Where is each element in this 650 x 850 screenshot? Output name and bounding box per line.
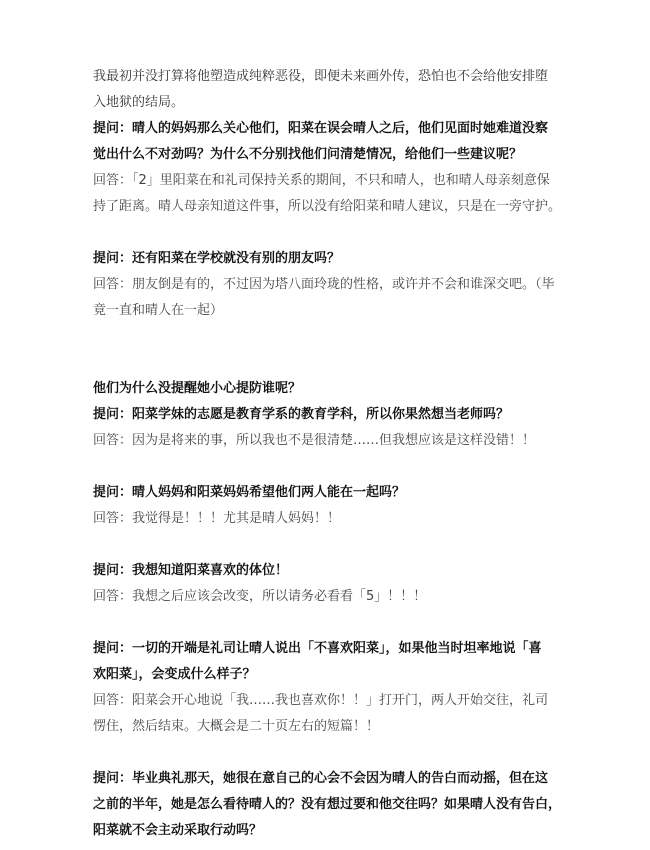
text-line: 回答：「2」里阳菜在和礼司保持关系的期间，不只和晴人，也和晴人母亲刻意保 <box>93 173 550 188</box>
text-line: 提问：毕业典礼那天，她很在意自己的心会不会因为晴人的告白而动摇，但在这 <box>93 771 549 786</box>
text-line: 提问：阳菜学妹的志愿是教育学系的教育学科，所以你果然想当老师吗？ <box>93 407 510 422</box>
answer-block <box>93 272 590 324</box>
question-block <box>93 246 590 272</box>
paragraph-gap <box>93 350 590 376</box>
question-block <box>93 766 590 844</box>
answer-block <box>93 688 590 740</box>
answer-block <box>93 506 590 532</box>
text-line: 阳菜就不会主动采取行动吗？ <box>93 823 263 838</box>
question-block <box>93 116 590 168</box>
text-line: 他们为什么没提醒她小心提防谁呢？ <box>93 381 302 396</box>
answer-block <box>93 428 590 454</box>
text-line: 之前的半年，她是怎么看待晴人的？没有想过要和他交往吗？如果晴人没有告白， <box>93 797 562 812</box>
paragraph-gap <box>93 610 590 636</box>
text-line: 觉出什么不对劲吗？为什么不分别找他们问清楚情况，给他们一些建议呢？ <box>93 147 523 162</box>
question-block <box>93 558 590 584</box>
paragraph-gap <box>93 324 590 350</box>
text-line: 回答：我觉得是！！！尤其是晴人妈妈！！ <box>93 511 341 526</box>
question-block <box>93 402 590 428</box>
text-line: 提问：还有阳菜在学校就没有别的朋友吗？ <box>93 251 341 266</box>
paragraph-block <box>93 64 590 116</box>
text-line: 提问：晴人妈妈和阳菜妈妈希望他们两人能在一起吗？ <box>93 485 406 500</box>
paragraph-gap <box>93 740 590 766</box>
answer-block <box>93 584 590 610</box>
text-line: 回答：阳菜会开心地说「我……我也喜欢你！！」打开门，两人开始交往，礼司 <box>93 693 549 708</box>
text-line: 提问：我想知道阳菜喜欢的体位！ <box>93 563 289 578</box>
paragraph-gap <box>93 454 590 480</box>
text-line: 提问：晴人的妈妈那么关心他们，阳菜在误会晴人之后，他们见面时她难道没察 <box>93 121 549 136</box>
text-line: 入地狱的结局。 <box>93 95 185 110</box>
text-line: 竟一直和晴人在一起） <box>93 303 224 318</box>
text-line: 回答：因为是将来的事，所以我也不是很清楚……但我想应该是这样没错！！ <box>93 433 536 448</box>
text-line: 持了距离。晴人母亲知道这件事，所以没有给阳菜和晴人建议，只是在一旁守护。 <box>93 199 562 214</box>
text-line: 回答：朋友倒是有的，不过因为塔八面玲珑的性格，或许并不会和谁深交吧。（毕 <box>93 277 555 292</box>
text-line: 愣住，然后结束。大概会是二十页左右的短篇！！ <box>93 719 380 734</box>
paragraph-gap <box>93 220 590 246</box>
question-block <box>93 376 590 402</box>
text-line: 欢阳菜」，会变成什么样子？ <box>93 667 256 682</box>
text-line: 回答：我想之后应该会改变，所以请务必看看「5」！！！ <box>93 589 427 604</box>
text-line: 我最初并没打算将他塑造成纯粹恶役，即便未来画外传，恐怕也不会给他安排堕 <box>93 69 549 84</box>
text-line: 提问：一切的开端是礼司让晴人说出「不喜欢阳菜」，如果他当时坦率地说「喜 <box>93 641 542 656</box>
answer-block <box>93 168 590 220</box>
paragraph-gap <box>93 532 590 558</box>
question-block <box>93 636 590 688</box>
question-block <box>93 480 590 506</box>
